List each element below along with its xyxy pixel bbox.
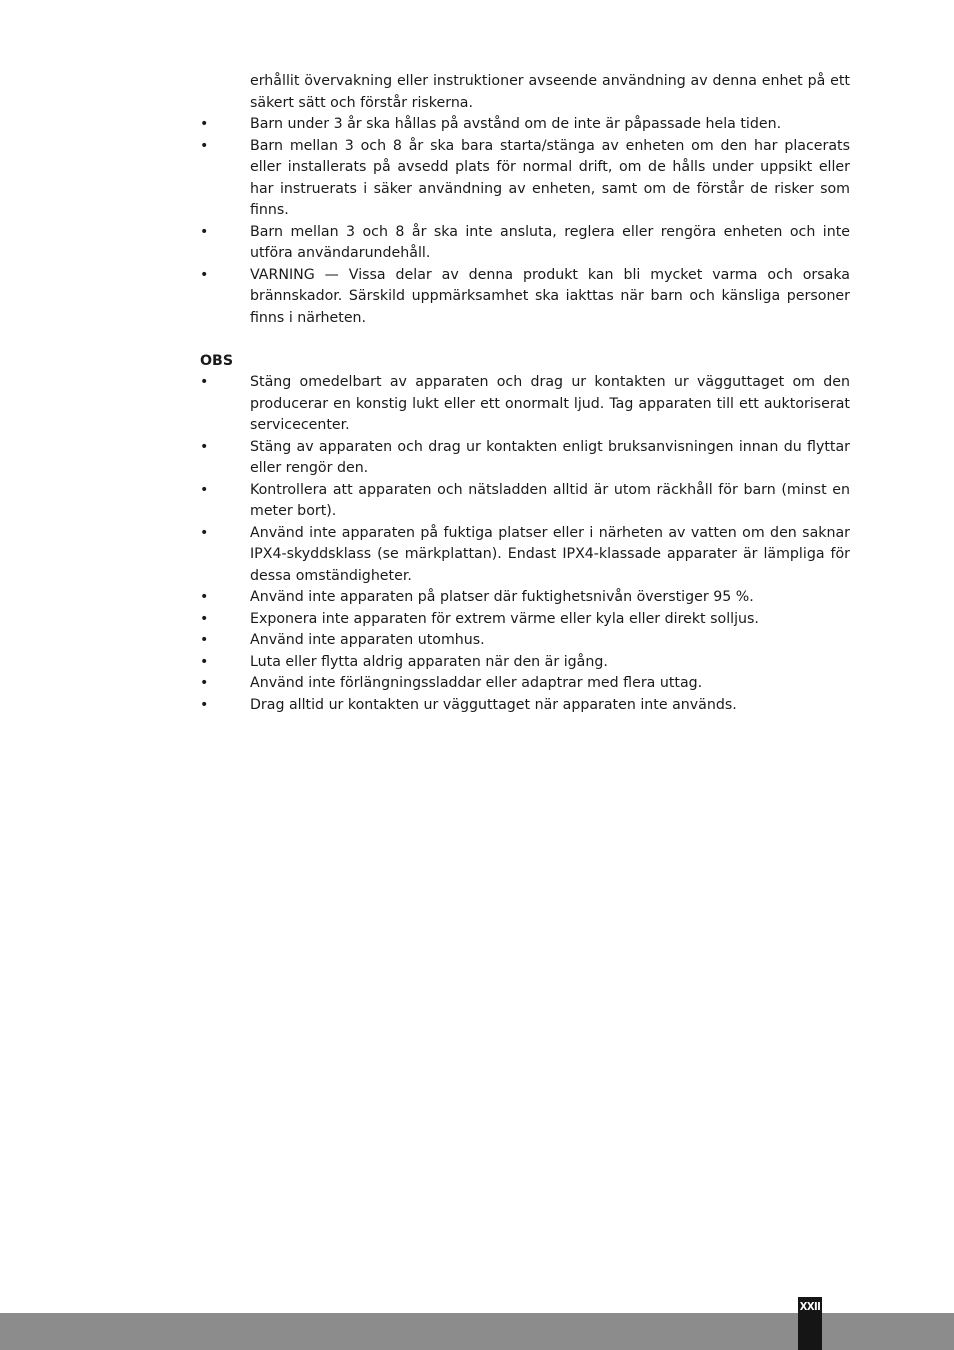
obs-list [200,372,850,716]
bullet-icon: • [200,653,209,670]
list-item [200,652,850,674]
list-item [200,630,850,652]
page-number-tab [798,1297,822,1350]
list-item-text: Barn mellan 3 och 8 år ska bara starta/stänga av enheten om den har placerats eller installerats på avsedd plats för normal drift, om de hålls under uppsikt eller har instruerats i säker användning av enheten, samt om de förstår de risker som finns. [250,137,850,218]
list-item-text: Barn mellan 3 och 8 år ska inte ansluta, reglera eller rengöra enheten och inte utföra användarundehåll. [250,223,850,261]
list-item-text: Exponera inte apparaten för extrem värme eller kyla eller direkt solljus. [250,610,759,627]
list-item-text: Drag alltid ur kontakten ur vägguttaget när apparaten inte används. [250,696,737,713]
bullet-icon: • [200,481,209,498]
list-item-text: Använd inte förlängningssladdar eller adaptrar med flera uttag. [250,675,703,691]
page-content [200,71,850,716]
list-item-text: Använd inte apparaten på fuktiga platser eller i närheten av vatten om den saknar IPX4-skyddsklass (se märkplattan). Endast IPX4-klassade apparater är lämpliga för dessa omständigheter. [250,524,850,584]
list-item [200,114,850,136]
list-item [200,136,850,222]
bullet-icon: • [200,524,209,541]
obs-heading: OBS [200,352,234,369]
list-item [200,587,850,609]
list-item-text: Stäng omedelbart av apparaten och drag ur kontakten ur vägguttaget om den producerar en konstig lukt eller ett onormalt ljud. Tag apparaten till ett auktoriserat servicecenter. [250,374,850,433]
list-item [200,523,850,588]
list-item [200,695,850,717]
list-item [200,372,850,437]
intro-continuation: erhållit övervakning eller instruktioner avseende användning av denna enhet på ett säkert sätt och förstår riskerna. [250,73,850,111]
bullet-icon: • [200,589,209,605]
list-item-text: VARNING — Vissa delar av denna produkt kan bli mycket varma och orsaka brännskador. Särskild uppmärksamhet ska iakttas när barn och känsliga personer finns i närheten. [250,266,850,326]
list-item [200,609,850,631]
warnings-list [200,114,850,329]
list-item-text: Använd inte apparaten utomhus. [250,632,485,648]
bullet-icon: • [200,116,209,132]
bullet-icon: • [200,438,209,455]
bullet-icon: • [200,374,209,390]
list-item-text: Stäng av apparaten och drag ur kontakten enligt bruksanvisningen innan du flyttar eller rengör den. [250,438,850,476]
list-item-text: Luta eller flytta aldrig apparaten när den är igång. [250,653,608,670]
bullet-icon: • [200,675,209,691]
page-number: XXII [799,1300,821,1313]
list-item-text: Kontrollera att apparaten och nätsladden alltid är utom räckhåll för barn (minst en meter bort). [250,481,850,519]
list-item [200,222,850,265]
bullet-icon: • [200,223,209,240]
bullet-icon: • [200,266,209,283]
bullet-icon: • [200,610,209,627]
list-item-text: Barn under 3 år ska hållas på avstånd om de inte är påpassade hela tiden. [250,116,782,132]
bullet-icon: • [200,632,209,648]
list-item [200,673,850,695]
list-item [200,437,850,480]
bullet-icon: • [200,137,209,154]
list-item [200,480,850,523]
list-item-text: Använd inte apparaten på platser där fuktighetsnivån överstiger 95 %. [250,589,754,605]
bullet-icon: • [200,696,209,713]
list-item [200,265,850,330]
